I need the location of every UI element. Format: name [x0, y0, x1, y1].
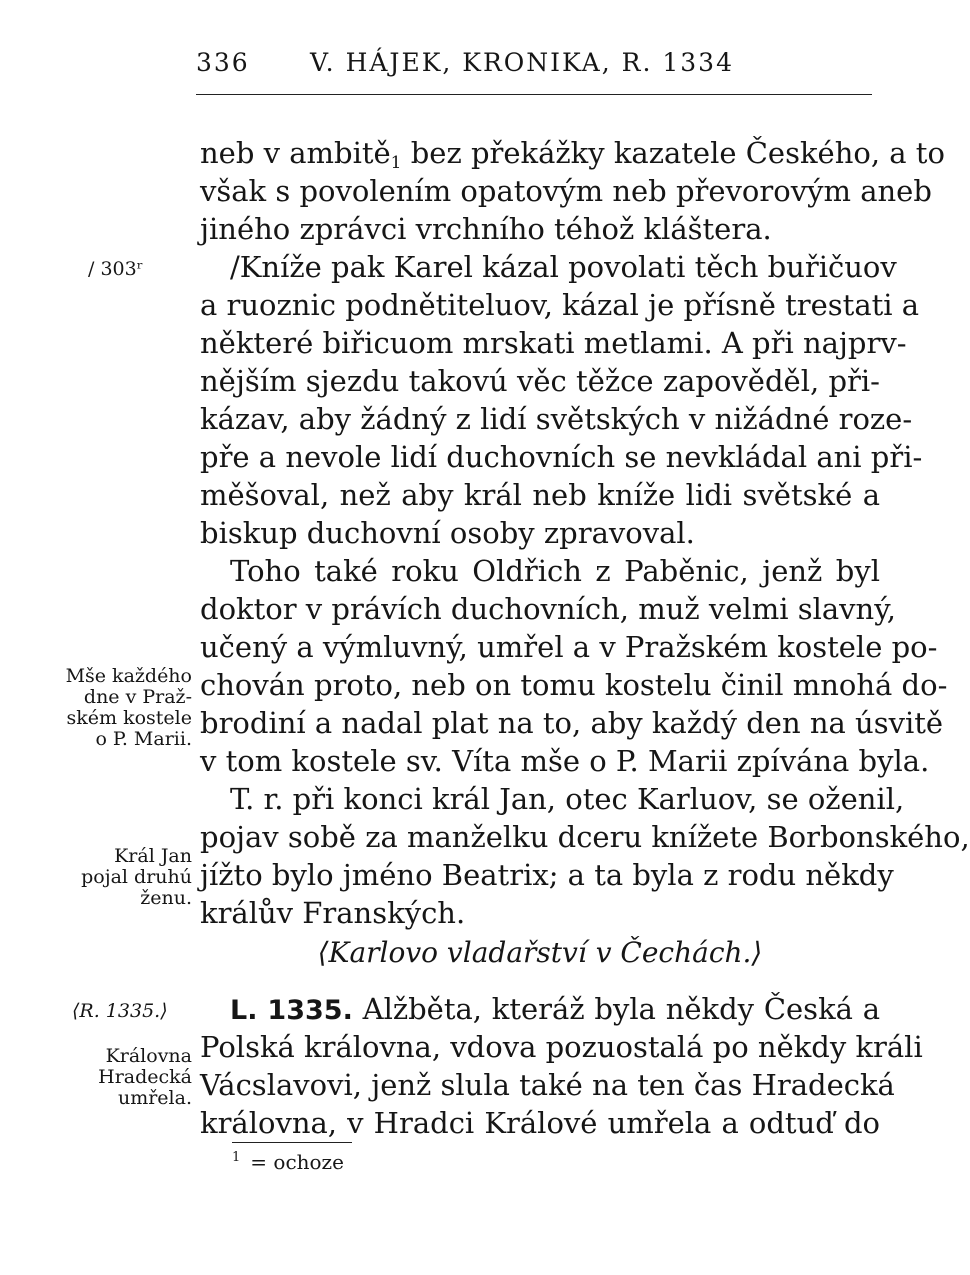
paragraph-2 [200, 248, 923, 552]
running-title: V. HÁJEK, KRONIKA, R. 1334 [310, 48, 734, 77]
text-line: L. 1335. Alžběta, kteráž byla někdy Česká a [230, 992, 881, 1026]
margin-note-queen [60, 1046, 192, 1109]
margin-note-line: pojal druhú [81, 866, 192, 888]
footnote-ref: 1 [390, 153, 402, 173]
margin-note-line: Mše každého [65, 665, 192, 687]
text-line: Vácslavovi, jenž slula také na ten čas Hradecká [200, 1068, 895, 1102]
paragraph-1 [200, 134, 945, 248]
margin-note-line: ženu. [140, 887, 192, 909]
text-line: /Kníže pak Karel kázal povolati těch buřičuov [230, 250, 897, 284]
text-line: učený a výmluvný, umřel a v Pražském kostele po- [200, 630, 938, 664]
section-title: ⟨Karlovo vladařství v Čechách.⟩ [317, 936, 763, 969]
text-line: však s povolením opatovým neb převorovým aneb [200, 174, 932, 208]
text-line: kázav, aby žádný z lidí světských v nižádné roze- [200, 402, 913, 436]
margin-note-line: ském kostele [66, 707, 192, 729]
text-line: některé biřicuom mrskati metlami. A při najprv- [200, 326, 907, 360]
text-line: chován proto, neb on tomu kostelu činil mnohá do- [200, 668, 948, 702]
text-line: králův Franských. [200, 896, 466, 930]
text-line: neb v ambitě$_1$ bez překážky kazatele Českého, a to [200, 136, 945, 173]
text-line: T. r. při konci král Jan, otec Karluov, se oženil, [230, 782, 905, 816]
text-line: a ruoznic podnětiteluov, kázal je přísně trestati a [200, 288, 920, 322]
paragraph-5 [200, 990, 923, 1142]
header-rule [196, 94, 872, 95]
text-line: biskup duchovní osoby zpravoval. [200, 516, 695, 550]
margin-note-line: Hradecká [98, 1066, 192, 1088]
page-number: 336 [196, 48, 250, 77]
text-line: brodiní a nadal plat na to, aby každý den na úsvitě [200, 706, 944, 740]
paragraph-3 [200, 552, 948, 780]
year-heading: L. 1335. [230, 995, 353, 1026]
text-line: v tom kostele sv. Víta mše o P. Marii zpívána byla. [200, 744, 930, 778]
text-line: jiného zprávci vrchního téhož kláštera. [200, 212, 772, 246]
text-line: Toho také roku Oldřich z Paběnic, jenž byl [230, 554, 880, 588]
margin-note-line: Královna [105, 1045, 192, 1067]
footnote-text: = ochoze [250, 1150, 344, 1174]
page-header [196, 48, 872, 88]
text-line: Polská královna, vdova pozuostalá po někdy králi [200, 1030, 923, 1064]
text-line: doktor v právích duchovních, muž velmi slavný, [200, 592, 896, 626]
footnote-rule [232, 1142, 352, 1143]
text-line: měšoval, než aby král neb kníže lidi světské a [200, 478, 880, 512]
text-line: nějším sjezdu takovú věc těžce zapověděl, při- [200, 364, 880, 398]
footnote [232, 1150, 344, 1174]
text-line: královna, v Hradci Králové umřela a odtuď do [200, 1106, 880, 1140]
margin-date: ⟨R. 1335.⟩ [72, 1000, 168, 1022]
margin-note-line: umřela. [117, 1087, 192, 1109]
margin-note-king [60, 846, 192, 909]
margin-note-mass [60, 666, 192, 750]
footnote-mark: 1 [232, 1150, 241, 1165]
margin-note-line: Král Jan [114, 845, 192, 867]
paragraph-4 [200, 780, 970, 932]
folio-marker: / 303ʳ [88, 258, 144, 280]
margin-note-line: o P. Marii. [95, 728, 192, 750]
margin-note-line: dne v Praž- [83, 686, 192, 708]
text-line: jížto bylo jméno Beatrix; a ta byla z rodu někdy [200, 858, 894, 892]
text-line: pře a nevole lidí duchovních se nevkládal ani při- [200, 440, 923, 474]
text-line: pojav sobě za manželku dceru knížete Borbonského, [200, 820, 970, 854]
